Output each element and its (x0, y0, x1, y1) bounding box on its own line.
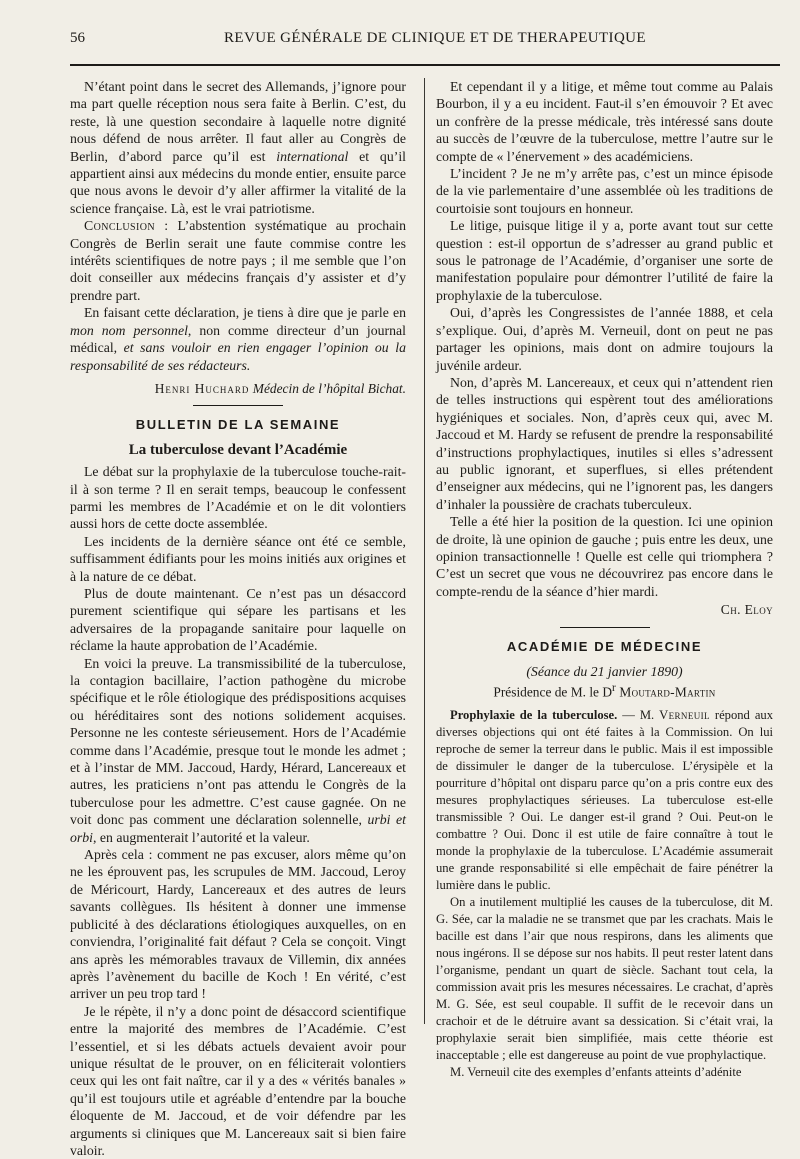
paragraph: Le litige, puisque litige il y a, porte avant tout sur cette question : est-il opportun de s’adresser au grand public et sous le patronage de l’Académie, d’organiser une sorte de manifestation populaire pour démontrer l’utilité de faire la prophylaxie de la tuberculose. (436, 218, 773, 303)
section-heading: BULLETIN DE LA SEMAINE (135, 417, 341, 433)
page-number: 56 (70, 30, 85, 46)
presidency: Présidence de M. le $D^r$ Moutard-Martin (493, 682, 716, 700)
conclusion-paragraph: Conclusion : L’abstention systématique au prochain Congrès de Berlin serait une faute commise contre les intérêts scientifiques de notre pays ; il me semble que l’on doit conseiller aux médecins français d’y assister et d’y prendre part. (70, 218, 406, 303)
author-name: Ch. Eloy (720, 602, 773, 618)
author-name: Henri Huchard (154, 380, 250, 396)
author-signature (70, 380, 406, 397)
session-date: (Séance du 21 janvier 1890) (526, 664, 683, 679)
author-role: Médecin de l’hôpital Bichat. (252, 380, 406, 396)
running-title: REVUE GÉNÉRALE DE CLINIQUE ET DE THERAPEUTIQUE (224, 30, 646, 46)
author-signature (436, 601, 773, 618)
run-in-title: Prophylaxie de la tuberculose. (450, 708, 618, 723)
paragraph: Telle a été hier la position de la question. Ici une opinion de droite, là une opinion de gauche ; puis entre les deux, une opinion transactionnelle ! Quelle est celle qui triomphera ? C’est un secret que vous ne découvrirez pas encore dans le compte-rendu de la séance d’hier mardi. (436, 514, 773, 599)
page-header (70, 30, 780, 52)
article-title: La tuberculose devant l’Académie (128, 441, 348, 458)
paragraph: On a inutilement multiplié les causes de la tuberculose, dit M. G. Sée, car la maladie ne se transmet que par les crachats. Mais le bacille est dans l’air que nous respirons, dans les aliments que nous ingérons. Il se dépose sur nos habits. Il peut rester latent dans l’organisme, pendant un quart de siècle. Sachant tout cela, la commission avait pris les mesures nécessaires. Le crachat, d’après M. G. Sée, est seul coupable. Il suffit de le recevoir dans un crachoir et de le détruire avant sa dessication. Si c’était vrai, la prophylaxie serait bien simplifiée, mais cette théorie est inacceptable ; elle est dangereuse au point de vue prophylactique. (436, 895, 773, 1063)
paragraph: Les incidents de la dernière séance ont été ce semble, suffisamment édifiants pour les moins initiés aux origines et à la nature de ce débat. (70, 533, 406, 584)
paragraph: Oui, d’après les Congressistes de l’année 1888, et cela s’explique. Oui, d’après M. Verneuil, dont on peut ne pas partager les opinions, mais dont on admire toujours la juvénile ardeur. (436, 305, 773, 373)
paragraph: Plus de doute maintenant. Ce n’est pas un désaccord purement scientifique qui sépare les partisans et les adversaires de la propagande sanitaire pour laquelle on réclame la haute approbation de l’Académie. (70, 585, 406, 654)
section-rule (560, 627, 650, 628)
left-column (70, 78, 406, 1159)
section-rule (193, 405, 283, 406)
conclusion-label: Conclusion : (84, 218, 169, 234)
paragraph: Prophylaxie de la tuberculose. — M. Verneuil répond aux diverses objections qui ont été faites à la Commission. On lui reproche de semer la terreur dans le public. Mais il est impossible de dissimuler le danger de la tuberculose. L’érysipèle et la pourriture d’hôpital ont disparu parce qu’on a pris contre eux des mesures prophylactiques sérieuses. La tuberculose est-elle transmissible ? Oui. Le danger est-il grand ? Oui. Peut-on le combattre ? Oui. Donc il est utile de faire connaître à tout le monde la prophylaxie de la tuberculose. L’Académie assumerait une grande responsabilité si elle empêchait de faire pénétrer la lumière dans le public. (436, 708, 773, 893)
paragraph: Le débat sur la prophylaxie de la tuberculose touche-rait-il à son terme ? Il en serait temps, beaucoup le confessent parmi les membres de l’Académie et on le dit volontiers aussi hors de cette docte assemblée. (70, 464, 406, 532)
paragraph: L’incident ? Je ne m’y arrête pas, c’est un mince épisode de la vie parlementaire d’une assemblée où les traditions de courtoisie sont toujours en honneur. (436, 166, 773, 216)
paragraph: En faisant cette déclaration, je tiens à dire que je parle en mon nom personnel, non comme directeur d’un journal médical, et sans vouloir en rien engager l’opinion ou la responsabilité de ses rédacteurs. (70, 305, 406, 373)
paragraph: Je le répète, il n’y a donc point de désaccord scientifique entre la majorité des membres de l’Académie. C’est l’essentiel, et si les débats actuels devaient avoir pour unique résultat de le prouver, on en féliciterait volontiers ceux qui les ont fait naître, car il y a des « vérités banales » qu’il est toujours utile et agréable d’entendre par la bouche éloquente de M. Jaccoud, et de voir défendre par les arguments si cliniques que M. Lancereaux sait si bien faire valoir. (70, 1003, 406, 1158)
paragraph: En voici la preuve. La transmissibilité de la tuberculose, la contagion bacillaire, l’action pathogène du microbe spécifique et le rôle étiologique des prédispositions acquises ou héréditaires sont des notions solidement acquises. Personne ne les conteste sérieusement. Hors de l’Académie comme dans l’Académie, presque tout le monde les admet ; et à l’instar de MM. Jaccoud, Hardy, Hérard, Lancereaux et autres, les praticiens n’ont pas attendu le Congrès de la tuberculose pour les admettre. C’est cause gagnée. On ne voit donc pas comment une déclaration solennelle, urbi et orbi, en augmenterait l’autorité et la valeur. (70, 655, 407, 845)
section-heading: ACADÉMIE DE MÉDECINE (506, 638, 703, 654)
right-column (436, 78, 773, 1081)
paragraph: Après cela : comment ne pas excuser, alors même qu’on ne les éprouvent pas, les scrupules de MM. Jaccoud, Leroy de Méricourt, Hardy, Lancereaux et des autres de leurs savants collègues. Ils hésitent à donner une immense publicité à des déclarations étiologiques auxquelles, on en conviendra, l’originalité fait défaut ? Cela se conçoit. Vingt ans après les mémorables travaux de Villemin, dix années après l’avènement du bacille de Koch ! En vérité, c’est arriver un peu trop tard ! (70, 847, 406, 1002)
paragraph: M. Verneuil cite des exemples d’enfants atteints d’adénite (450, 1065, 742, 1080)
header-rule (70, 64, 780, 66)
paragraph: N’étant point dans le secret des Allemands, j’ignore pour ma part quelle réception nous sera faite à Berlin. C’est, du reste, là une question secondaire à laquelle notre dignité nous défend de nous arrêter. Il faut aller au Congrès de Berlin, d’abord parce qu’il est international et qu’il appartient ainsi aux médecins du monde entier, ensuite parce que nous avons le devoir d’y aller affirmer la vitalité de la science française. Là, est le vrai patriotisme. (70, 79, 406, 216)
column-divider (424, 78, 425, 1024)
paragraph: Et cependant il y a litige, et même tout comme au Palais Bourbon, il y a eu incident. Faut-il s’en émouvoir ? Et avec un confrère de la presse médicale, très intéressé sans doute au succès de l’œuvre de la tuberculose, mettre l’autre sur le compte de « l’énervement » des académiciens. (436, 79, 773, 164)
paragraph: Non, d’après M. Lancereaux, et ceux qui n’attendent rien de telles instructions qui espèrent tout des améliorations hygiéniques et sociales. Non, d’après ceux qui, avec M. Jaccoud et M. Hardy se refusent de prendre la responsabilité d’instructions prophylactiques, inutiles si elles s’adressent au public ignorant, et superflues, si elles prétendent d’enseigner aux médecins, qui ne l’ignorent pas, les dangers d’inhaler la poussière de crachats tuberculeux. (436, 374, 773, 512)
